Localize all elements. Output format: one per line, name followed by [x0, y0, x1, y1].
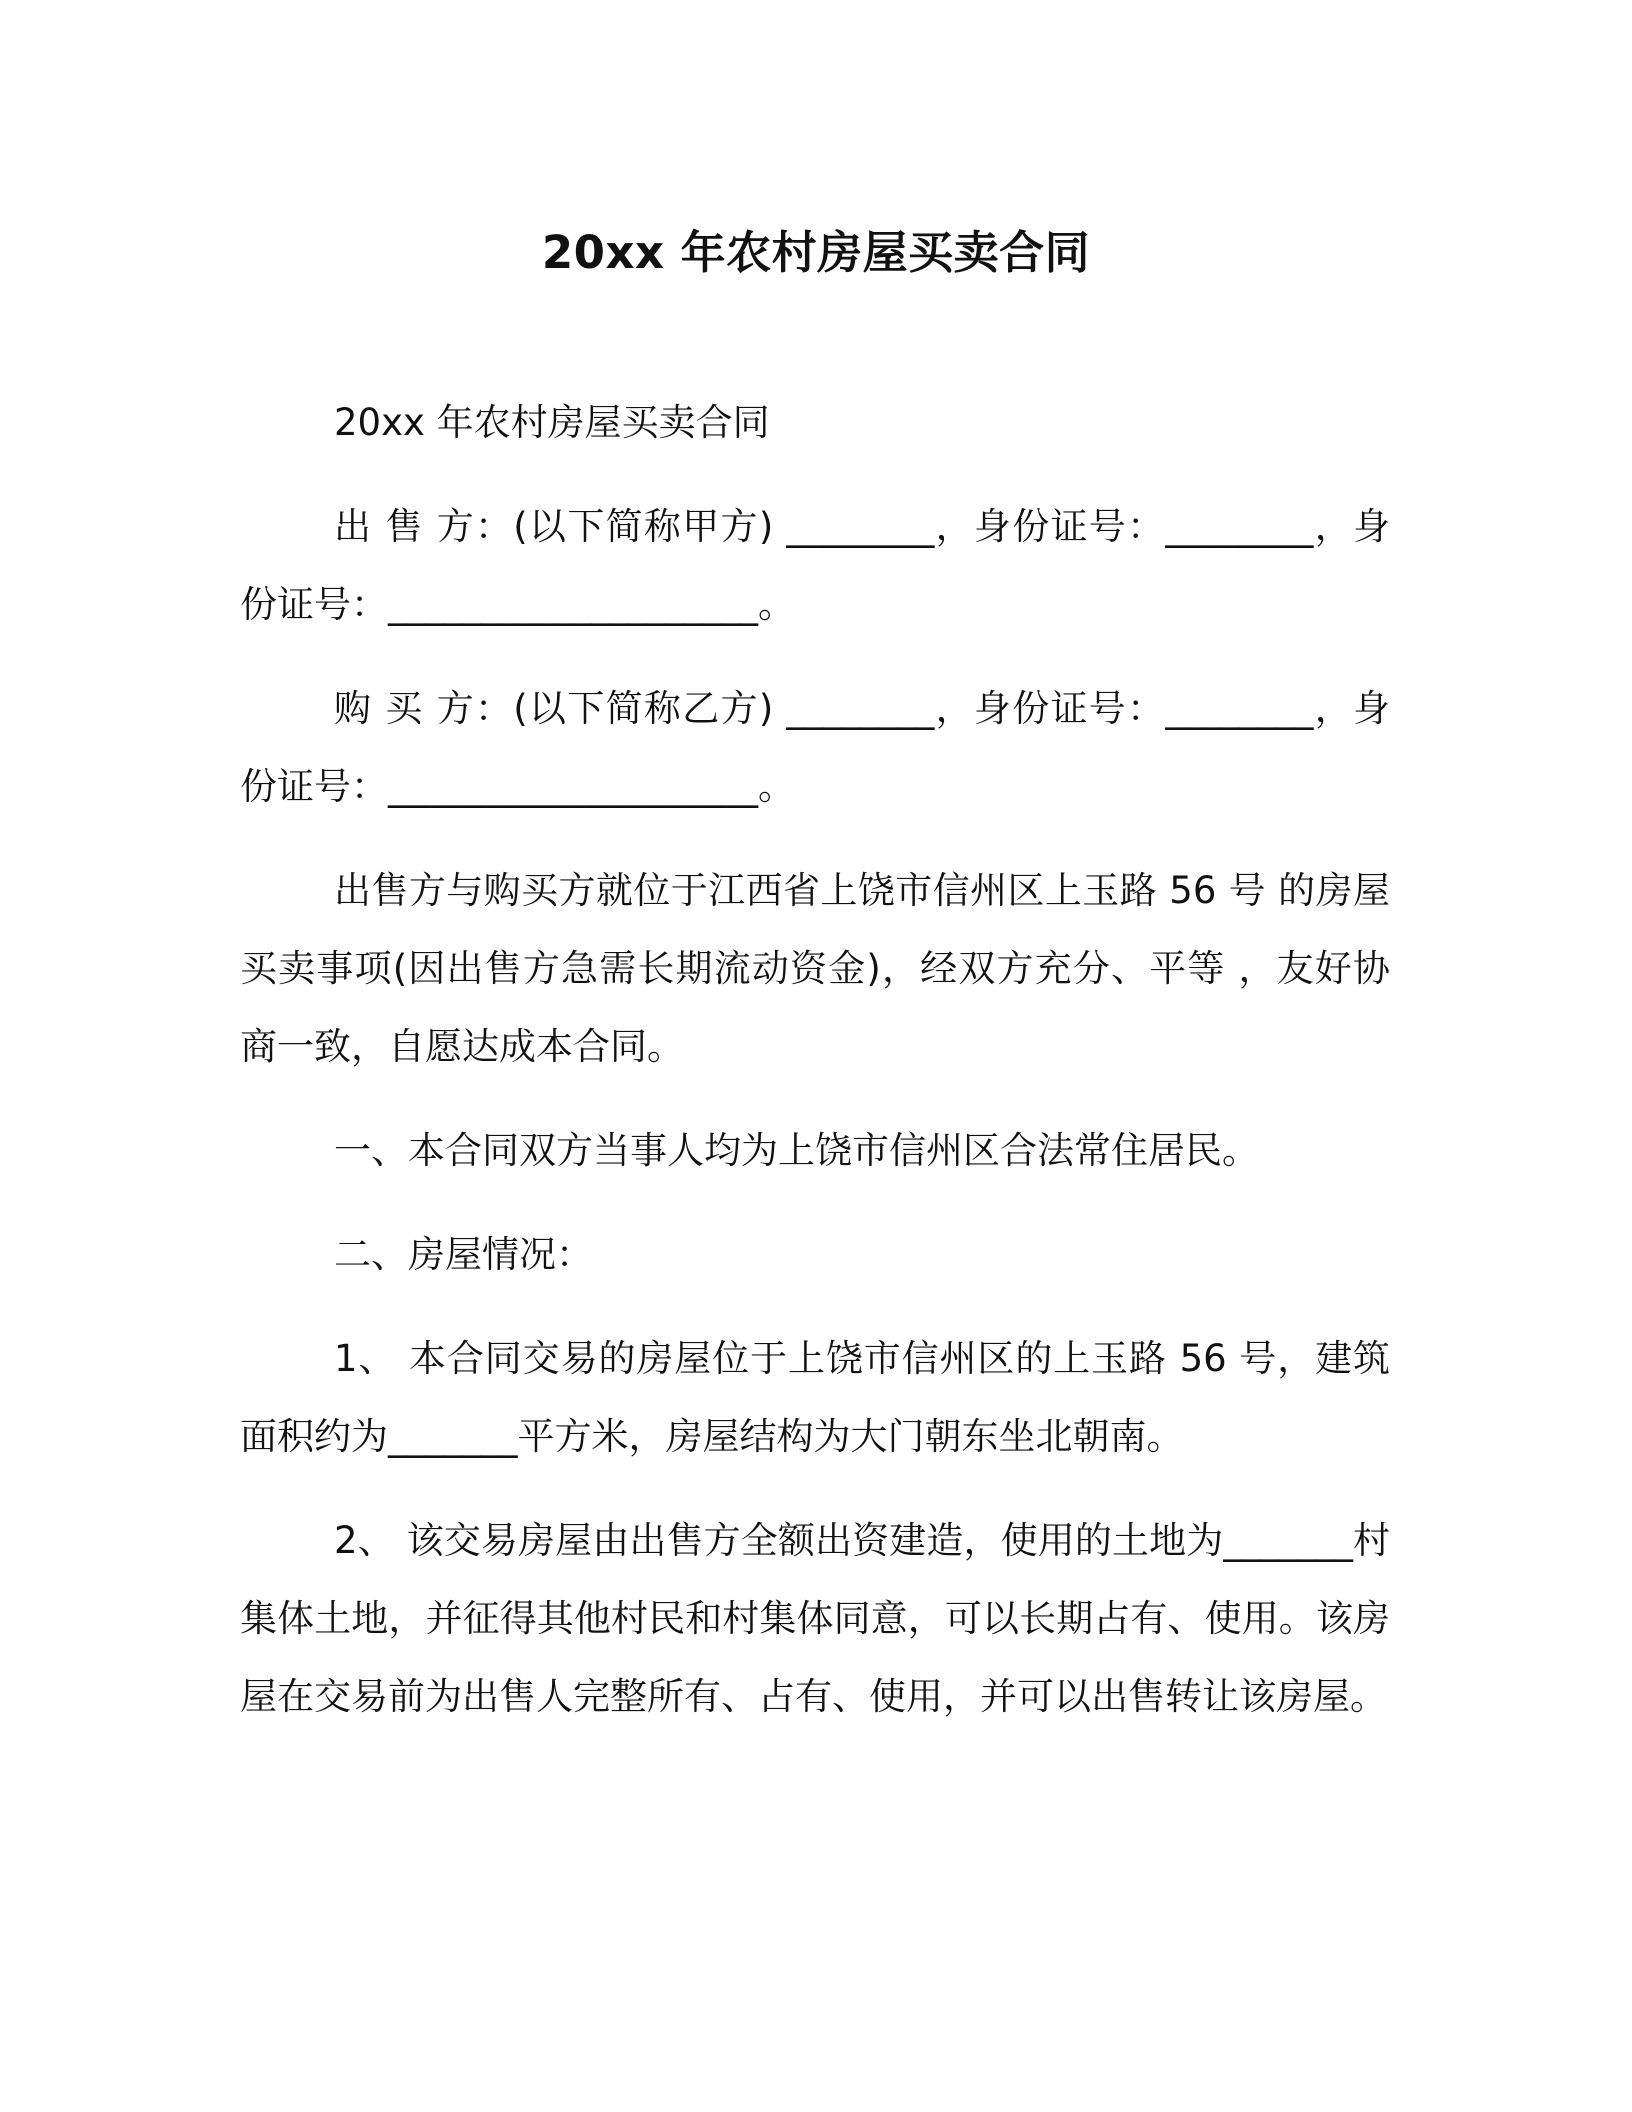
document-body [240, 384, 1390, 1762]
seller-paragraph: 出 售 方：(以下简称甲方) ________，身份证号：________，身份证号：____________________。 [240, 505, 1390, 626]
intro-paragraph: 出售方与购买方就位于江西省上饶市信州区上玉路 56 号 的房屋买卖事项(因出售方急需长期流动资金)，经双方充分、平等 ，友好协商一致，自愿达成本合同。 [240, 869, 1390, 1068]
subtitle-paragraph: 20xx 年农村房屋买卖合同 [334, 401, 770, 444]
clause-two-item-1: 1、 本合同交易的房屋位于上饶市信州区的上玉路 56 号，建筑面积约为_______平方米，房屋结构为大门朝东坐北朝南。 [240, 1337, 1390, 1458]
document-title: 20xx 年农村房屋买卖合同 [541, 226, 1091, 279]
clause-two-item-2: 2、 该交易房屋由出售方全额出资建造，使用的土地为_______村集体土地，并征得其他村民和村集体同意，可以长期占有、使用。该房屋在交易前为出售人完整所有、占有、使用，并可以出售转让该房屋。 [240, 1519, 1390, 1718]
clause-two-heading: 二、房屋情况： [334, 1233, 593, 1276]
buyer-paragraph: 购 买 方：(以下简称乙方) ________，身份证号：________，身份证号：____________________。 [240, 687, 1390, 808]
clause-one: 一、本合同双方当事人均为上饶市信州区合法常住居民。 [334, 1129, 1259, 1172]
